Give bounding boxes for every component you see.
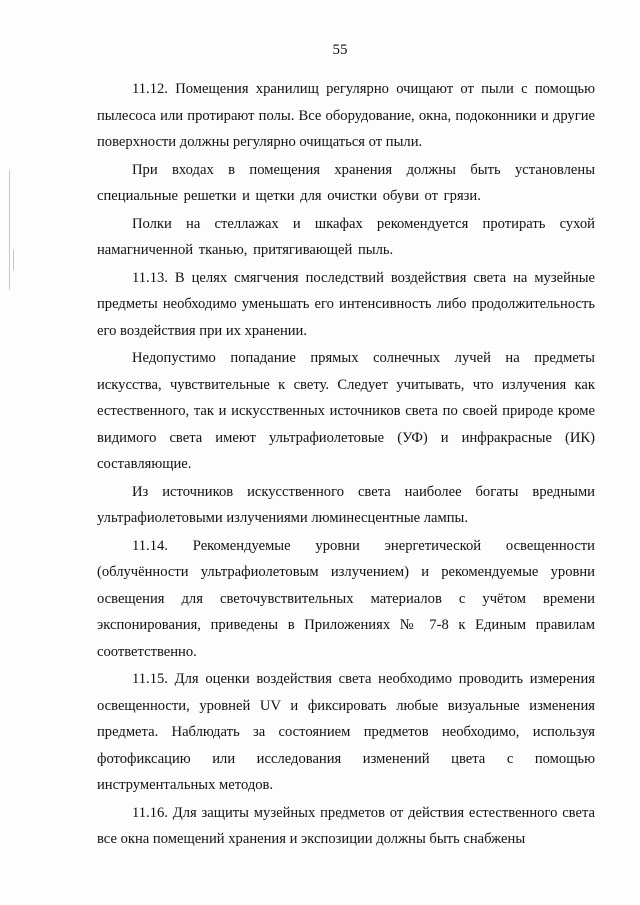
paragraph-11-14: 11.14. Рекомендуемые уровни энергетической освещенности (облучённости ультрафиолетовым излучением) и рекомендуемые уровни освещения для светочувствительных материалов с учётом времени экспонирования, приведены в Приложениях № 7-8 к Единым правилам соответственно. bbox=[97, 537, 595, 660]
paragraph-fluorescent: Из источников искусственного света наиболее богаты вредными ультрафиолетовыми излучениями люминесцентные лампы. bbox=[97, 483, 595, 526]
paragraph-11-16: 11.16. Для защиты музейных предметов от действия естественного света все окна помещений хранения и экспозиции должны быть снабжены bbox=[97, 804, 595, 847]
document-body bbox=[97, 76, 595, 854]
paragraph-sunlight: Недопустимо попадание прямых солнечных лучей на предметы искусства, чувствительные к свету. Следует учитывать, что излучения как естественного, так и искусственных источников света по своей природе кроме видимого света имеют ультрафиолетовые (УФ) и инфракрасные (ИК) составляющие. bbox=[97, 350, 595, 472]
paragraph-entrance-grates: При входах в помещения хранения должны быть установлены специальные решетки и щетки для очистки обуви от грязи. bbox=[97, 161, 595, 204]
paragraph-11-15: 11.15. Для оценки воздействия света необходимо проводить измерения освещенности, уровней UV и фиксировать любые визуальные изменения предмета. Наблюдать за состоянием предметов необходимо, используя фотофиксацию или исследования изменений цвета с помощью инструментальных методов. bbox=[97, 671, 595, 793]
page-number: 55 bbox=[332, 42, 348, 58]
paragraph-11-12: 11.12. Помещения хранилищ регулярно очищают от пыли с помощью пылесоса или протирают полы. Все оборудование, окна, подоконники и другие поверхности должны регулярно очищаться от пыли. bbox=[97, 81, 595, 150]
scan-artifact bbox=[13, 250, 14, 270]
scan-artifact bbox=[9, 170, 10, 290]
paragraph-shelves: Полки на стеллажах и шкафах рекомендуется протирать сухой намагниченной тканью, притягивающей пыль. bbox=[97, 215, 595, 258]
paragraph-11-13: 11.13. В целях смягчения последствий воздействия света на музейные предметы необходимо уменьшать его интенсивность либо продолжительность его воздействия при их хранении. bbox=[97, 269, 595, 339]
